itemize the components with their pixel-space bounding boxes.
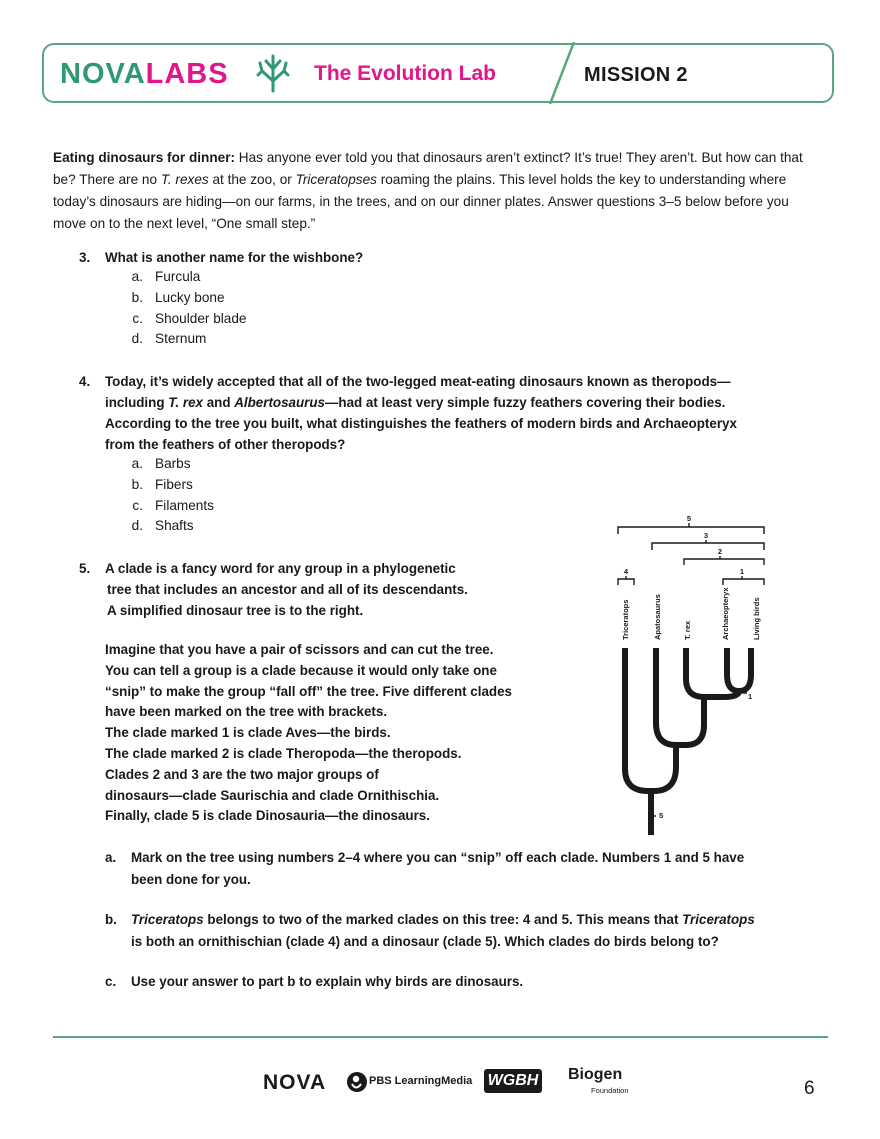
question-4-line-4: from the feathers of other theropods? [105,437,346,452]
clade-label-2: 2 [717,547,723,556]
part-c-letter: c. [105,974,117,989]
taxon-apatosaurus: Apatosaurus [653,594,662,640]
question-3-options [121,267,421,350]
question-5 [79,558,539,622]
option-text: Filaments [155,497,214,513]
option-letter: d. [131,518,143,534]
question-4-line-3: According to the tree you built, what distinguishes the feathers of modern birds and Archaeopteryx [105,416,737,431]
question-4 [79,371,819,455]
option-d[interactable] [121,516,421,537]
q5-p2: You can tell a group is a clade because it would only take one [105,662,497,678]
question-3-number: 3. [79,250,91,265]
question-5-intro [105,558,468,621]
option-letter: a. [131,456,143,471]
option-letter: b. [131,476,143,492]
snip-label-1: 1 [748,692,753,701]
clade-label-5: 5 [686,514,692,523]
option-c[interactable] [121,496,421,517]
option-c[interactable] [121,309,421,330]
part-b-text-1: belongs to two of the marked clades on this tree: 4 and 5. This means that [203,912,683,927]
option-letter: d. [131,331,143,347]
question-4-options [121,454,421,537]
footer-divider [53,1036,828,1038]
part-b-triceratops-2: Triceratops [682,912,755,927]
intro-lead: Eating dinosaurs for dinner: [53,150,236,165]
option-text: Furcula [155,269,201,284]
q5-p1: Imagine that you have a pair of scissors and can cut the tree. [105,642,494,657]
q4-l2c: and [202,395,235,410]
pbs-learningmedia-logo: PBS LearningMedia [369,1075,473,1087]
intro-text-1: Has anyone ever told you that dinosaurs aren’t extinct? It’s true! They aren’t. But how can that be? There are no [53,150,803,187]
clade-label-3: 3 [703,531,709,540]
taxon-living-birds: Living birds [752,597,761,640]
nova-footer-logo: NOVA [263,1071,327,1094]
taxon-triceratops: Triceratops [621,599,630,640]
option-text: Shoulder blade [155,310,247,326]
option-a[interactable] [121,454,421,475]
q5-p9: Finally, clade 5 is clade Dinosauria—the dinosaurs. [105,808,430,824]
part-b [105,909,825,953]
mission-label: MISSION 2 [584,64,688,86]
option-text: Barbs [155,456,191,471]
q4-l2e: —had at least very simple fuzzy feathers covering their bodies. [325,395,726,410]
branch-birds [727,648,751,691]
q5-p6: The clade marked 2 is clade Theropoda—the theropods. [105,745,462,761]
q4-albertosaurus: Albertosaurus [234,395,325,410]
intro-text-2: at the zoo, or [208,172,296,187]
header-banner [42,43,834,103]
nova-labs-logo [60,58,229,91]
biogen-logo: Biogen [568,1066,623,1083]
wgbh-logo: WGBH [484,1069,542,1093]
question-5-line-1: A clade is a fancy word for any group in a phylogenetic [105,561,456,576]
dinosaur-phylogenetic-tree [600,505,790,835]
option-letter: c. [132,497,143,513]
option-text: Shafts [155,518,194,534]
question-5-line-3: A simplified dinosaur tree is to the right. [107,603,364,618]
question-4-number: 4. [79,374,91,389]
intro-triceratopses: Triceratopses [295,172,377,187]
option-b[interactable] [121,288,421,309]
lab-title: The Evolution Lab [314,62,496,85]
page-number: 6 [804,1078,815,1099]
option-letter: c. [132,310,143,326]
option-b[interactable] [121,475,421,496]
question-5-number: 5. [79,561,91,576]
part-c [105,971,825,993]
part-a [105,847,825,891]
part-b-triceratops-1: Triceratops [131,912,204,927]
part-a-line-2: been done for you. [131,871,251,887]
question-3-text: What is another name for the wishbone? [105,250,364,265]
option-text: Fibers [155,476,193,492]
part-c-text: Use your answer to part b to explain why birds are dinosaurs. [131,974,524,989]
snip-label-5: 5 [659,811,664,820]
q4-trex: T. rex [168,395,203,410]
pbs-head-icon [347,1068,367,1096]
option-letter: a. [131,269,143,284]
tree-branches [625,648,751,835]
bracket-2 [684,559,764,565]
q4-l2a: including [105,395,169,410]
question-4-text [105,371,737,455]
q5-p8: dinosaurs—clade Saurischia and clade Ornithischia. [105,787,440,803]
question-4-line-1: Today, it’s widely accepted that all of the two-legged meat-eating dinosaurs known as theropods— [105,374,731,389]
taxon-trex: T. rex [683,620,692,640]
bracket-4 [618,579,634,585]
option-letter: b. [131,289,143,305]
q5-p3: “snip” to make the group “fall off” the tree. Five different clades [105,683,512,699]
header-divider [544,42,580,104]
part-a-text [131,847,831,890]
branch-triceratops [625,648,676,791]
bracket-1 [723,579,764,585]
option-text: Lucky bone [155,289,225,305]
clade-label-4: 4 [623,567,629,576]
question-3 [79,247,779,268]
intro-paragraph [53,147,813,235]
part-a-letter: a. [105,850,117,865]
part-a-line-1: Mark on the tree using numbers 2–4 where you can “snip” off each clade. Numbers 1 and 5 have [131,850,745,865]
option-d[interactable] [121,329,421,350]
part-b-line-2: is both an ornithischian (clade 4) and a dinosaur (clade 5). Which clades do birds belong to? [131,933,719,949]
bracket-5 [618,527,764,534]
q5-p7: Clades 2 and 3 are the two major groups of [105,766,379,782]
q5-p5: The clade marked 1 is clade Aves—the birds. [105,725,391,741]
part-b-letter: b. [105,912,117,927]
intro-trex: T. rexes [160,172,209,187]
question-5-explanation [105,640,512,827]
option-text: Sternum [155,331,207,347]
intro-text-3: roaming the plains. This level holds the key to understanding where today’s dinosaurs are hiding—on our farms, in the trees, and on our dinner plates. Answer questions 3–5 below before you move on to the next level, “One small step.” [53,172,789,231]
part-b-text [131,909,831,952]
clade-label-1: 1 [739,567,745,576]
taxon-archaeopteryx: Archaeopteryx [721,587,730,640]
question-4-line-2 [105,392,737,413]
biogen-foundation-label: Foundation [591,1086,629,1095]
evolution-tree-icon [254,53,292,93]
q5-p4: have been marked on the tree with brackets. [105,704,388,720]
logo-labs-text: LABS [145,58,229,90]
logo-nova-text: NOVA [60,58,146,90]
question-5-line-2: tree that includes an ancestor and all of its descendants. [107,582,468,597]
option-a[interactable] [121,267,421,288]
bracket-3 [652,543,764,550]
